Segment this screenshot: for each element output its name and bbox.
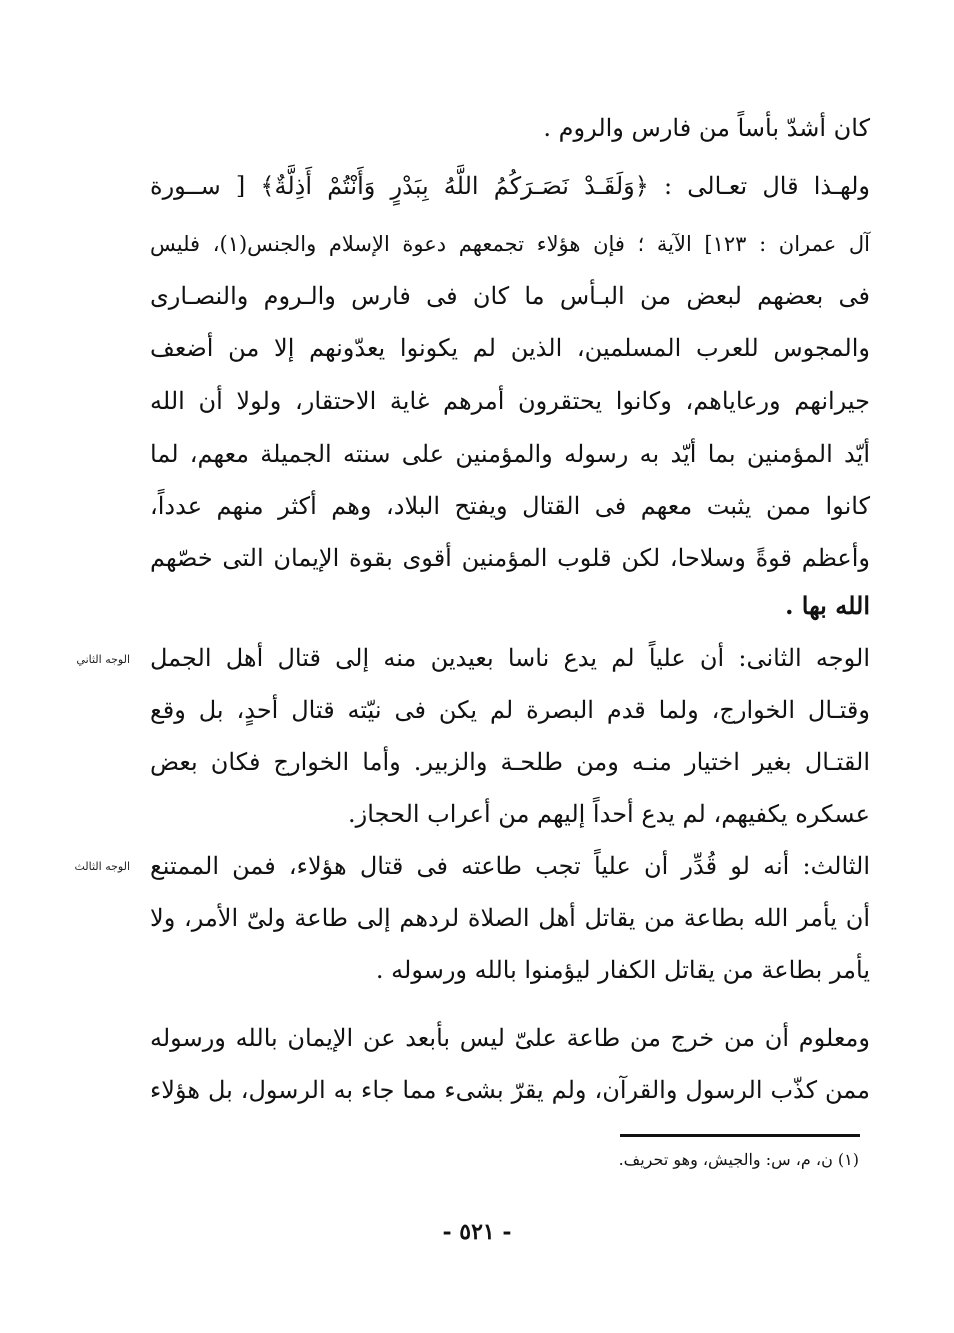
text-line: كانوا ممن يثبت معهم فى القتال ويفتح البلاد، وهم أكثر منهم عدداً، — [150, 492, 870, 520]
text-line: أن يأمر الله بطاعة من يقاتل أهل الصلاة لردهم إلى طاعة ولىّ الأمر، ولا — [150, 904, 870, 932]
text-line: آل عمران : ١٢٣] الآية ؛ فإن هؤلاء تجمعهم دعوة الإسلام والجنس(١)، فليس — [150, 232, 870, 256]
text-line: ومعلوم أن من خرج من طاعة علىّ ليس بأبعد عن الإيمان بالله ورسوله — [150, 1024, 870, 1052]
text-line: القتـال بغير اختيار منـه ومن طلحـة والزبير. وأما الخوارج فكان بعض — [150, 748, 870, 776]
page-number: - ٥٢١ - — [442, 1219, 512, 1245]
text-line: ممن كذّب الرسول والقرآن، ولم يقرّ بشىء مما جاء به الرسول، بل هؤلاء — [150, 1076, 870, 1104]
text-line: الثالث: أنه لو قُدِّر أن علياً تجب طاعته فى قتال هؤلاء، فمن الممتنع — [150, 852, 870, 880]
text-line: كان أشدّ بأساً من فارس والروم . — [543, 114, 870, 142]
margin-note-second: الوجه الثاني — [76, 653, 130, 666]
text-line: والمجوس للعرب المسلمين، الذين لم يكونوا يعدّونهم إلا من أضعف — [150, 334, 870, 362]
text-line: أيّد المؤمنين بما أيّد به رسوله والمؤمنين على سنته الجميلة معهم، لما — [150, 440, 870, 468]
footnote: (١) ن، م، س: والجيش، وهو تحريف. — [618, 1150, 859, 1169]
text-line: الوجه الثانى: أن علياً لم يدع ناسا بعيدين منه إلى قتال أهل الجمل — [150, 644, 870, 672]
text-line: وأعظم قوةً وسلاحا، لكن قلوب المؤمنين أقوى بقوة الإيمان التى خصّهم — [150, 544, 870, 572]
text-line: وقتـال الخوارج، ولما قدم البصرة لم يكن فى نيّته قتال أحدٍ، بل وقع — [150, 696, 870, 724]
margin-note-third: الوجه الثالث — [74, 860, 130, 873]
text-line: فى بعضهم لبعض من البـأس ما كان فى فارس والـروم والنصـارى — [150, 282, 870, 310]
text-line: ولهـذا قال تعـالى : ﴿وَلَقَـدْ نَصَـرَكُمُ اللَّهُ بِبَدْرٍ وَأَنْتُمْ أَذِلَّةٌ﴾ [ ســورة — [150, 172, 870, 200]
text-line: يأمر بطاعة من يقاتل الكفار ليؤمنوا بالله ورسوله . — [375, 956, 870, 984]
text-line: عسكره يكفيهم، لم يدع أحداً إليهم من أعراب الحجاز. — [348, 800, 870, 828]
footnote-divider — [620, 1134, 860, 1137]
text-line: الله بها . — [785, 591, 870, 620]
text-line: جيرانهم ورعاياهم، وكانوا يحتقرون أمرهم غاية الاحتقار، ولولا أن الله — [150, 387, 870, 415]
